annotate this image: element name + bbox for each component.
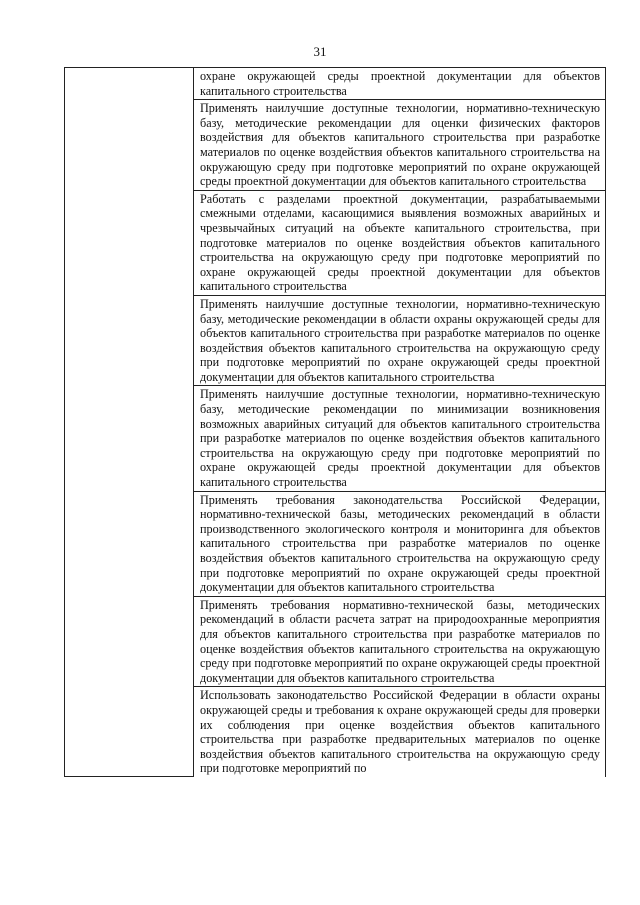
cell-text: Использовать законодательство Российской Федерации в области охраны окружающей среды и требования к охране окружающей среды для проверки их соблюдения при оценке воздействия объектов капитального строительства при разработке предварительных материалов по оценке воздействия объектов капитального строительства на окружающую среду при подготовке мероприятий по: [200, 688, 600, 776]
table-cell: [194, 687, 606, 777]
table-cell: [194, 491, 606, 596]
table-cell: [194, 386, 606, 491]
table-cell: [194, 100, 606, 191]
table-cell: [194, 68, 606, 100]
cell-text: Применять наилучшие доступные технологии, нормативно-техническую базу, методические рекомендации по минимизации возникновения возможных аварийных ситуаций для объектов капитального строительства при разработке материалов по оценке воздействия объектов капитального строительства на окружающую среду при подготовке мероприятий по охране окружающей среды проектной документации для объектов капитального строительства: [200, 387, 600, 490]
table-cell: [194, 295, 606, 386]
skills-table: [64, 67, 606, 777]
cell-text: охране окружающей среды проектной документации для объектов капитального строительства: [200, 69, 600, 98]
page-number: 31: [313, 44, 327, 59]
cell-text: Применять требования законодательства Российской Федерации, нормативно-технической базы, методических рекомендаций в области производственного экологического контроля и мониторинга для объектов капитального строительства при разработке материалов по оценке воздействия объектов капитального строительства на окружающую среду при подготовке мероприятий по охране окружающей среды проектной документации для объектов капитального строительства: [200, 492, 600, 595]
cell-text: Применять наилучшие доступные технологии, нормативно-техническую базу, методические рекомендации для оценки физических факторов воздействия для объектов капитального строительства при разработке материалов по оценке воздействия объектов капитального строительства на окружающую среду при подготовке мероприятий по охране окружающей среды проектной документации для объектов капитального строительства: [200, 101, 600, 189]
cell-text: Применять требования нормативно-технической базы, методических рекомендаций в области расчета затрат на природоохранные мероприятия для объектов капитального строительства при разработке материалов по оценке воздействия объектов капитального строительства на окружающую среду при подготовке мероприятий по охране окружающей среды проектной документации для объектов капитального строительства: [200, 597, 600, 685]
cell-text: Применять наилучшие доступные технологии, нормативно-техническую базу, методические рекомендации в области охраны окружающей среды для объектов капитального строительства при разработке материалов по оценке воздействия объектов капитального строительства на окружающую среду при подготовке мероприятий по охране окружающей среды проектной документации для объектов капитального строительства: [200, 296, 600, 384]
table-cell: [194, 190, 606, 295]
cell-text: Работать с разделами проектной документации, разрабатываемыми смежными отделами, касающимися выявления возможных аварийных и чрезвычайных ситуаций на объекте капитального строительства, при подготовке материалов по оценке воздействия объектов капитального строительства на окружающую среду при подготовке мероприятий по охране окружающей среды проектной документации для объектов капитального строительства: [200, 191, 600, 294]
table-row: [65, 68, 606, 100]
table-cell: [194, 596, 606, 687]
left-column-cell: [65, 68, 194, 777]
